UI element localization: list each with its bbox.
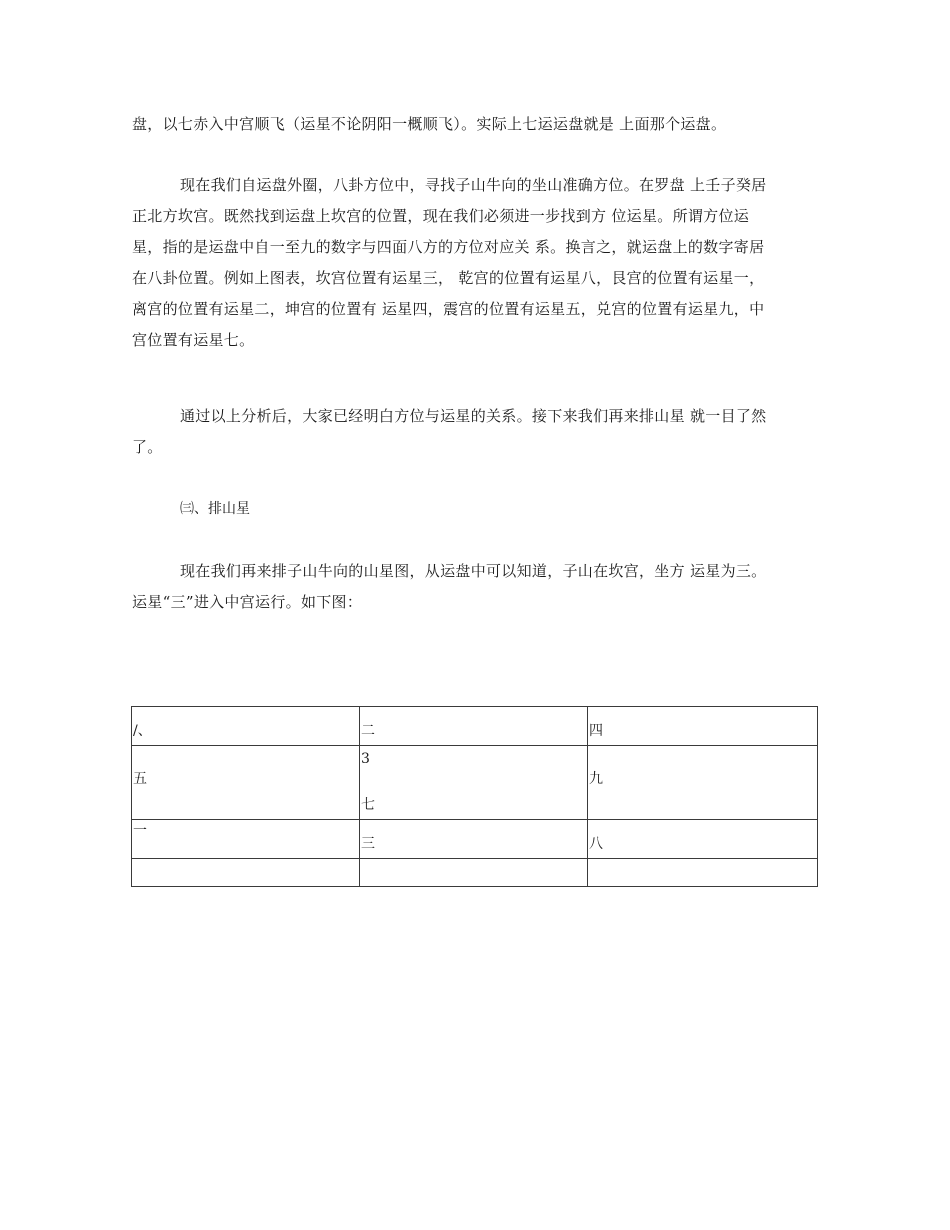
table-cell bbox=[360, 707, 588, 746]
table-cell bbox=[360, 746, 588, 820]
cell-value: 三 bbox=[361, 836, 375, 852]
cell-value bbox=[133, 881, 359, 886]
paragraph-line: 现在我们再来排子山牛向的山星图，从运盘中可以知道，子山在坎宫，坐方 运星为三。 bbox=[180, 562, 767, 580]
cell-value bbox=[361, 881, 587, 886]
paragraph-4 bbox=[132, 556, 818, 618]
section-heading: ㈢、排山星 bbox=[180, 501, 250, 517]
paragraph-line: 了。 bbox=[132, 438, 163, 456]
table-cell bbox=[588, 707, 818, 746]
cell-value bbox=[589, 881, 817, 886]
paragraph-line: 正北方坎宫。既然找到运盘上坎宫的位置，现在我们必须进一步找到方 位运星。所谓方位运 bbox=[132, 207, 750, 225]
cell-value: 八 bbox=[589, 836, 603, 852]
cell-value: /、 bbox=[133, 723, 152, 739]
cell-value: 一 bbox=[133, 823, 147, 839]
table-row bbox=[132, 859, 818, 887]
table-cell bbox=[360, 859, 588, 887]
paragraph-line: 通过以上分析后，大家已经明白方位与运星的关系。接下来我们再来排山星 就一目了然 bbox=[180, 407, 767, 425]
paragraph-3 bbox=[132, 401, 818, 463]
cell-value: 五 bbox=[133, 771, 147, 787]
table-cell bbox=[132, 707, 360, 746]
table-cell bbox=[588, 820, 818, 859]
cell-value: 九 bbox=[589, 771, 603, 787]
table-row bbox=[132, 707, 818, 746]
paragraph-line: 宫位置有运星七。 bbox=[132, 331, 255, 349]
paragraph-1 bbox=[132, 109, 818, 140]
paragraph-line: 离宫的位置有运星二，坤宫的位置有 运星四，震宫的位置有运星五，兑宫的位置有运星九，中 bbox=[132, 300, 765, 318]
paragraph-line: 在八卦位置。例如上图表，坎宫位置有运星三， 乾宫的位置有运星八，艮宫的位置有运星一， bbox=[132, 269, 765, 287]
paragraph-line: 运星“三”进入中宫运行。如下图： bbox=[132, 593, 363, 611]
paragraph-line: 盘，以七赤入中宫顺飞（运星不论阴阳一概顺飞）。实际上七运运盘就是 上面那个运盘。 bbox=[132, 115, 727, 133]
cell-value-top: 3 bbox=[361, 751, 370, 767]
table-row bbox=[132, 746, 818, 820]
cell-value: 二 bbox=[361, 723, 375, 739]
table-cell bbox=[360, 820, 588, 859]
table-cell bbox=[132, 746, 360, 820]
table-cell bbox=[588, 746, 818, 820]
table-cell bbox=[588, 859, 818, 887]
table-row bbox=[132, 820, 818, 859]
mountain-star-table bbox=[131, 706, 818, 887]
paragraph-line: 星，指的是运盘中自一至九的数字与四面八方的方位对应关 系。换言之，就运盘上的数字寄居 bbox=[132, 238, 765, 256]
cell-value: 四 bbox=[589, 723, 603, 739]
cell-value-bottom: 七 bbox=[361, 797, 375, 813]
table-cell bbox=[132, 859, 360, 887]
table-cell bbox=[132, 820, 360, 859]
paragraph-line: 现在我们自运盘外圈，八卦方位中，寻找子山牛向的坐山准确方位。在罗盘 上壬子癸居 bbox=[180, 176, 767, 194]
paragraph-2 bbox=[132, 170, 818, 356]
